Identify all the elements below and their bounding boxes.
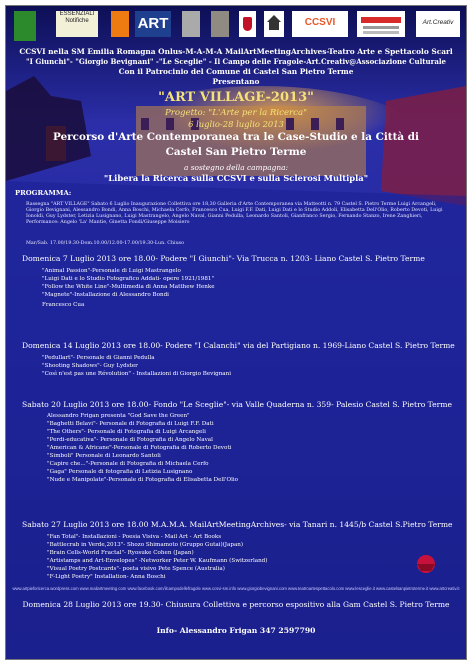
campaign-name: "Libera la Ricerca sulla CCSVI e sulla Sclerosi Multipla" [103, 173, 369, 183]
event-4-item: "Visual Poetry Postcards"- poeta visivo Pete Spence (Australia) [47, 566, 225, 572]
poster [5, 5, 467, 660]
event-4-item: "F-Light Poetry" Installation- Anna Boschi [47, 574, 166, 580]
event-4-item: "Battlecrab in Verde,2013"- Shozo Shimamoto (Gruppo Gutai)(Japan) [47, 542, 244, 548]
opening-hours: Mar/Sab. 17.00/19.30-Dom.10.00/12.00-17.00/19.30-Lun. Chiuso [26, 241, 185, 246]
website-links: www.artpieforicerca.wordpress.com www.mailartmeeting.com www.facebook.com/ilcampodellefragole www.ccsvi-sm.info www.giorgiobevignani.com www.teatroartespettacolo.com www.lesceglie.it www.castelsanpietroterme.it www.artcreativ.it [12, 586, 460, 591]
event-4-item: "Artistamps and Art-Envelopes" -Networker Peter W. Kaufmann (Switzerland) [47, 558, 268, 564]
event-3-item: "Perdi-educativa"- Personale di Fotografia di Angelo Naval [47, 437, 213, 443]
patronage-line: Con il Patrocinio del Comune di Castel San Pietro Terme [118, 67, 354, 76]
house-icon [264, 11, 284, 37]
programma-text: Rassegna "ART VILLAGE" Sabato 6 Luglio Inaugurazione Collettiva ore 18,30 Galleria d'Arte Contemporanea via Matteotti n. 79 Castel S. Pietro Terme Luigi Arcangeli, Giorgio Bevignani, Alessandro Bondi, Anna Boschi, Michaela Cerfo, Francesco Cua, Luigi F.F. Dati, Luigi Dati e lo Studio Addoli, Elisabetta Dell'Olio, Roberto Devoti, Luigi Ionoldi, Guy Lydster, Letizia Lusignano, Luigi Mastrangelo, Angelo Naval, Gianni Pedulla, Leonardo Santoli, Gianfranco Sergio, Fernando Stanzo, Irene Zanghieri, Performance: Angelo 'La' Mantie, Ginetta Fondi/Giuseppe Moisiero [26, 202, 443, 226]
campaign-intro: a sostegno della campagna: [183, 163, 289, 172]
event-4-item: "Brain Cells-World Fractal"- Ryosuke Cohen (Japan) [47, 550, 194, 556]
artcreativ-logo: Art.Creativ [416, 11, 460, 37]
event-3-item: "Gaga" Personale di fotografia di Letizia Lusignano [47, 469, 193, 475]
event-3-item: "The Others"- Personale di Fotografia di Luigi Arcangeli [47, 429, 206, 435]
ospedale-logo: ESSENZIALI Notifiche [56, 11, 98, 37]
event-dates: 6 luglio-28 luglio 2013 [188, 119, 284, 129]
event-3-item: "American & Africane"-Personale di Fotografia di Roberto Devoti [47, 445, 232, 451]
event-3-item: Alessandro Frigan presenta "God Save the Green" [47, 413, 190, 419]
event-3-item: "Capire che..."-Personale di Fotografia di Michaela Cerfo [47, 461, 209, 467]
grey-logo-icon-2 [211, 11, 229, 37]
event-3-item: "Simboli" Personale di Leonardo Santoli [47, 453, 161, 459]
event-3-item: "Nude e Manipolate"-Personale di Fotografia di Elisabetta Dell'Olio [47, 477, 239, 483]
event-2-item: "Pedullart"- Personale di Gianni Pedulla [42, 355, 155, 361]
comune-crest-icon [14, 11, 36, 41]
orange-logo-icon [111, 11, 129, 37]
grey-logo-icon [182, 11, 200, 37]
ccsvi-logo: CCSVI [292, 11, 348, 37]
event-1-item: "Magnete"-Installazione di Alessandro Bondi [42, 292, 169, 298]
event-1-item: "Animal Passion"-Personale di Luigi Mastrangelo [42, 268, 181, 274]
sponsor-logo-bar [10, 11, 462, 43]
presentano-label: Presentano [212, 77, 260, 86]
project-subtitle: Progetto: "L'Arte per la Ricerca" [164, 108, 308, 118]
event-4-heading: Sabato 27 Luglio 2013 ore 18.00 M.A.M.A. MailArtMeetingArchives- via Tanari n. 1445/b Castel S.Pietro Terme [22, 520, 453, 529]
event-1-item: "Luigi Dati e lo Studio Fotografico Addati- opere 1921/1981" [42, 276, 215, 282]
event-2-item: "Così n'est pas une Révolution" - Installazioni di Giorgio Bevignani [42, 371, 232, 377]
fragole-logo-icon [357, 11, 405, 37]
red-emblem-icon [239, 11, 256, 37]
event-1-heading: Domenica 7 Luglio 2013 ore 18.00- Podere "I Giunchi"- Via Trucca n. 1203- Liano Castel S. Pietro Terme [22, 254, 425, 263]
art-logo: ART [135, 11, 171, 37]
percorso-line-1: Percorso d'Arte Contemporanea tra le Case-Studio e la Città di [53, 131, 419, 143]
event-title: "ART VILLAGE-2013" [158, 90, 314, 105]
info-contact: Info- Alessandro Frigan 347 2597790 [156, 626, 316, 635]
programma-label: PROGRAMMA: [15, 189, 72, 197]
event-2-item: "Shooting Shadows"- Guy Lydster [42, 363, 138, 369]
organizers-line-1: CCSVI nella SM Emilia Romagna Onlus-M-A-M-A MailArtMeetingArchives-Teatro Arte e Spettacolo Scarl [19, 47, 453, 56]
event-3-item: "Baghetti Belavi"- Personale di Fotografia di Luigi F.F. Dati [47, 421, 214, 427]
event-1-item: Francesco Cua [42, 302, 85, 308]
event-1-item: "Follow the White Line"-Multimedia di Anna Matthew Henke [42, 284, 215, 290]
event-4-item: "Fan Total"- Installazioni - Poesia Visiva - Mail Art - Art Books [47, 534, 222, 540]
event-2-heading: Domenica 14 Luglio 2013 ore 18.00- Podere "I Calanchi" via del Partigiano n. 1969-Liano Castel S. Pietro Terme [22, 341, 455, 350]
closing-event: Domenica 28 Luglio 2013 ore 19.30- Chiusura Collettiva e percorso espositivo alla Gam Castel S. Pietro Terme [22, 600, 450, 609]
organizers-line-2: "I Giunchi"- "Giorgio Bevignani" -"Le Sceglie" - Il Campo delle Fragole-Art.Creativ@Associazione Culturale [26, 57, 446, 66]
event-3-heading: Sabato 20 Luglio 2013 ore 18.00- Fondo "Le Sceglie"- via Valle Quaderna n. 359- Palesio Castel S. Pietro Terme [22, 400, 452, 409]
percorso-line-2: Castel San Pietro Terme [165, 146, 307, 158]
